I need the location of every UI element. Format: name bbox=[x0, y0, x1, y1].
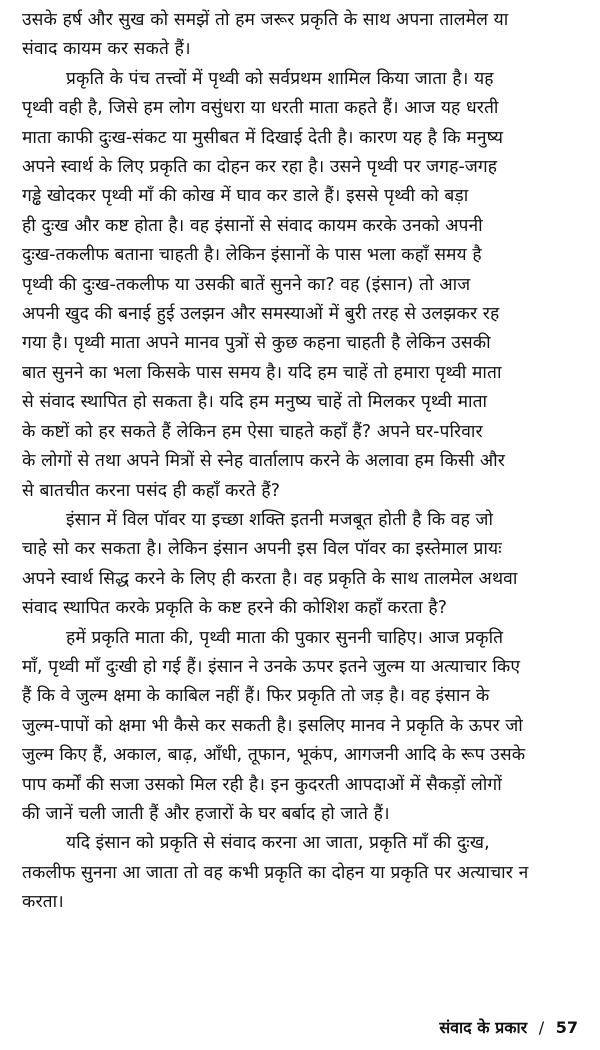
paragraph-1 bbox=[22, 6, 580, 65]
text-line: के कष्टों को हर सकते हैं लेकिन हम ऐसा चाहते कहाँ हैं? अपने घर-परिवार bbox=[22, 421, 483, 442]
text-line: माता काफी दुःख-संकट या मुसीबत में दिखाई देती है। कारण यह है कि मनुष्य bbox=[22, 127, 504, 148]
text-line: उसके हर्ष और सुख को समझें तो हम जरूर प्रकृति के साथ अपना तालमेल या bbox=[22, 10, 509, 30]
text-line: चाहे सो कर सकता है। लेकिन इंसान अपनी इस विल पॉवर का इस्तेमाल प्रायः bbox=[22, 539, 502, 560]
text-line: बात सुनने का भला किसके पास समय है। यदि हम चाहें तो हमारा पृथ्वी माता bbox=[22, 362, 502, 383]
text-line: के लोगों से तथा अपने मित्रों से स्नेह वार्तालाप करने के अलावा हम किसी और bbox=[22, 451, 505, 472]
text-line: संवाद स्थापित करके प्रकृति के कष्ट हरने की कोशिश कहाँ करता है? bbox=[22, 598, 448, 619]
paragraph-5 bbox=[22, 829, 580, 917]
text-line: ही दुःख और कष्ट होता है। वह इंसानों से संवाद कायम करके उनको अपनी bbox=[22, 215, 483, 236]
text-line: की जानें चली जाती हैं और हजारों के घर बर्बाद हो जाते हैं। bbox=[22, 803, 390, 824]
chapter-title: संवाद के प्रकार bbox=[439, 1018, 528, 1037]
text-line: जुल्म-पापों को क्षमा भी कैसे कर सकती है। इसलिए मानव ने प्रकृति के ऊपर जो bbox=[22, 715, 523, 736]
text-line: इंसान में विल पॉवर या इच्छा शक्ति इतनी मजबूत होती है कि वह जो bbox=[66, 509, 494, 530]
text-line: तकलीफ सुनना आ जाता तो वह कभी प्रकृति का दोहन या प्रकृति पर अत्याचार न bbox=[22, 862, 529, 883]
text-line: हमें प्रकृति माता की, पृथ्वी माता की पुकार सुननी चाहिए। आज प्रकृति bbox=[66, 627, 504, 648]
text-line: संवाद कायम कर सकते हैं। bbox=[22, 39, 191, 60]
text-line: अपनी खुद की बनाई हुई उलझन और समस्याओं में बुरी तरह से उलझकर रह bbox=[22, 304, 500, 325]
text-line: दुःख-तकलीफ बताना चाहती है। लेकिन इंसानों के पास भला कहाँ समय है bbox=[22, 245, 482, 266]
text-line: अपने स्वार्थ के लिए प्रकृति का दोहन कर रहा है। उसने पृथ्वी पर जगह-जगह bbox=[22, 157, 498, 178]
text-line: से संवाद स्थापित हो सकता है। यदि हम मनुष्य चाहें तो मिलकर पृथ्वी माता bbox=[22, 392, 488, 413]
text-line: अपने स्वार्थ सिद्ध करने के लिए ही करता है। वह प्रकृति के साथ तालमेल अथवा bbox=[22, 568, 518, 589]
text-line: करता। bbox=[22, 892, 64, 913]
text-line: प्रकृति के पंच तत्त्वों में पृथ्वी को सर्वप्रथम शामिल किया जाता है। यह bbox=[66, 68, 494, 89]
text-line: पृथ्वी की दुःख-तकलीफ या उसकी बातें सुनने का? वह (इंसान) तो आज bbox=[22, 274, 471, 295]
text-line: माँ, पृथ्वी माँ दुःखी हो गई हैं। इंसान ने उनके ऊपर इतने जुल्म या अत्याचार किए bbox=[22, 656, 521, 677]
text-line: से बातचीत करना पसंद ही कहाँ करते हैं? bbox=[22, 480, 281, 501]
footer-separator: / bbox=[538, 1018, 545, 1037]
text-line: हैं कि वे जुल्म क्षमा के काबिल नहीं हैं। फिर प्रकृति तो जड़ है। वह इंसान के bbox=[22, 686, 490, 707]
paragraph-2 bbox=[22, 65, 580, 506]
paragraph-3 bbox=[22, 506, 580, 624]
paragraph-4 bbox=[22, 624, 580, 830]
page-footer bbox=[439, 1016, 578, 1038]
text-line: यदि इंसान को प्रकृति से संवाद करना आ जाता, प्रकृति माँ की दुःख, bbox=[66, 833, 490, 854]
page-number: 57 bbox=[555, 1018, 578, 1037]
text-line: पाप कर्मों की सजा उसको मिल रही है। इन कुदरती आपदाओं में सैकड़ों लोगों bbox=[22, 774, 502, 795]
text-line: गया है। पृथ्वी माता अपने मानव पुत्रों से कुछ कहना चाहती है लेकिन उसकी bbox=[22, 333, 491, 354]
text-line: जुल्म किए हैं, अकाल, बाढ़, आँधी, तूफान, भूकंप, आगजनी आदि के रूप उसके bbox=[22, 745, 526, 766]
text-line: गड्ढे खोदकर पृथ्वी माँ की कोख में घाव कर डाले हैं। इससे पृथ्वी को बड़ा bbox=[22, 186, 469, 207]
text-line: पृथ्वी वही है, जिसे हम लोग वसुंधरा या धरती माता कहते हैं। आज यह धरती bbox=[22, 98, 499, 119]
book-page bbox=[22, 6, 580, 1006]
